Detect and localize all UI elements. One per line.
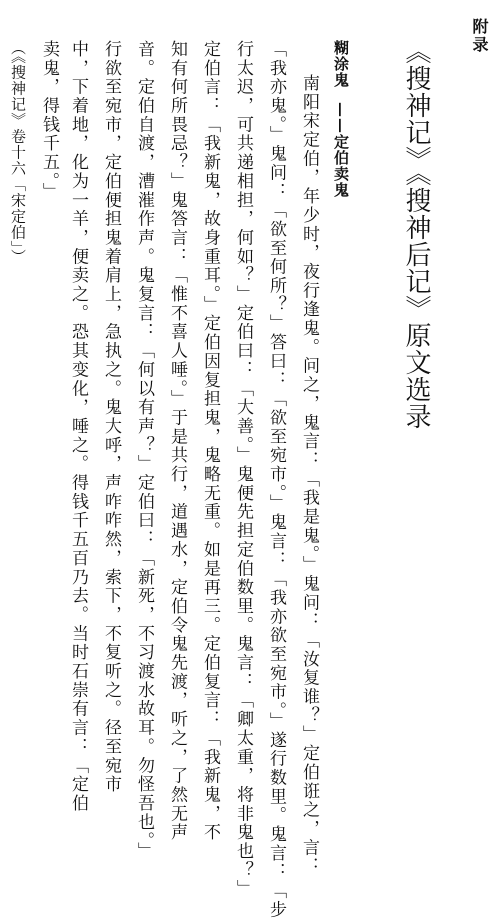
section-label: 附录 — [470, 18, 489, 54]
book-title: 《搜神记》《搜神后记》原文选录 — [401, 38, 431, 430]
text-column: 音。定伯自渡，漕漼作声。鬼复言：「何以有声？」定伯曰：「新死，不习渡水故耳。勿怪吾也。」 — [134, 40, 154, 861]
text-column: 知有何所畏忌？」鬼答言：「惟不喜人唾。」于是共行，道遇水，定伯令鬼先渡，听之，了然无声 — [167, 40, 187, 843]
text-column: 行太迟，可共递相担，何如？」定伯曰：「大善。」鬼便先担定伯数里。鬼言：「卿太重，将非鬼也？」 — [233, 40, 253, 899]
text-column: 南阳宋定伯，年少时，夜行逢鬼。问之，鬼言：「我是鬼。」鬼问：「汝复谁？」定伯诳之，言： — [299, 74, 319, 877]
text-column: 行欲至宛市，定伯便担鬼着肩上，急执之。鬼大呼，声咋咋然，索下，不复听之。径至宛市 — [101, 40, 121, 794]
text-column: 定伯言：「我新鬼，故身重耳。」定伯因复担鬼，鬼略无重。如是再三。定伯复言：「我新鬼，不 — [200, 40, 220, 843]
story-title: 糊涂鬼 — [332, 40, 350, 88]
text-column: 中，下着地，化为一羊，便卖之。恐其变化，唾之。得钱千五百乃去。当时石崇有言：「定伯 — [68, 40, 88, 813]
source-citation: （《搜神记》卷十六「宋定伯」） — [9, 40, 27, 265]
text-column: 卖鬼，得钱千五。」 — [39, 40, 59, 202]
story-subtitle: ——定伯卖鬼 — [332, 102, 350, 198]
text-column: 「我亦鬼。」鬼问：「欲至何所？」答曰：「欲至宛市。」鬼言：「我亦欲至宛市。」遂行数里。鬼言：「步 — [266, 40, 286, 919]
